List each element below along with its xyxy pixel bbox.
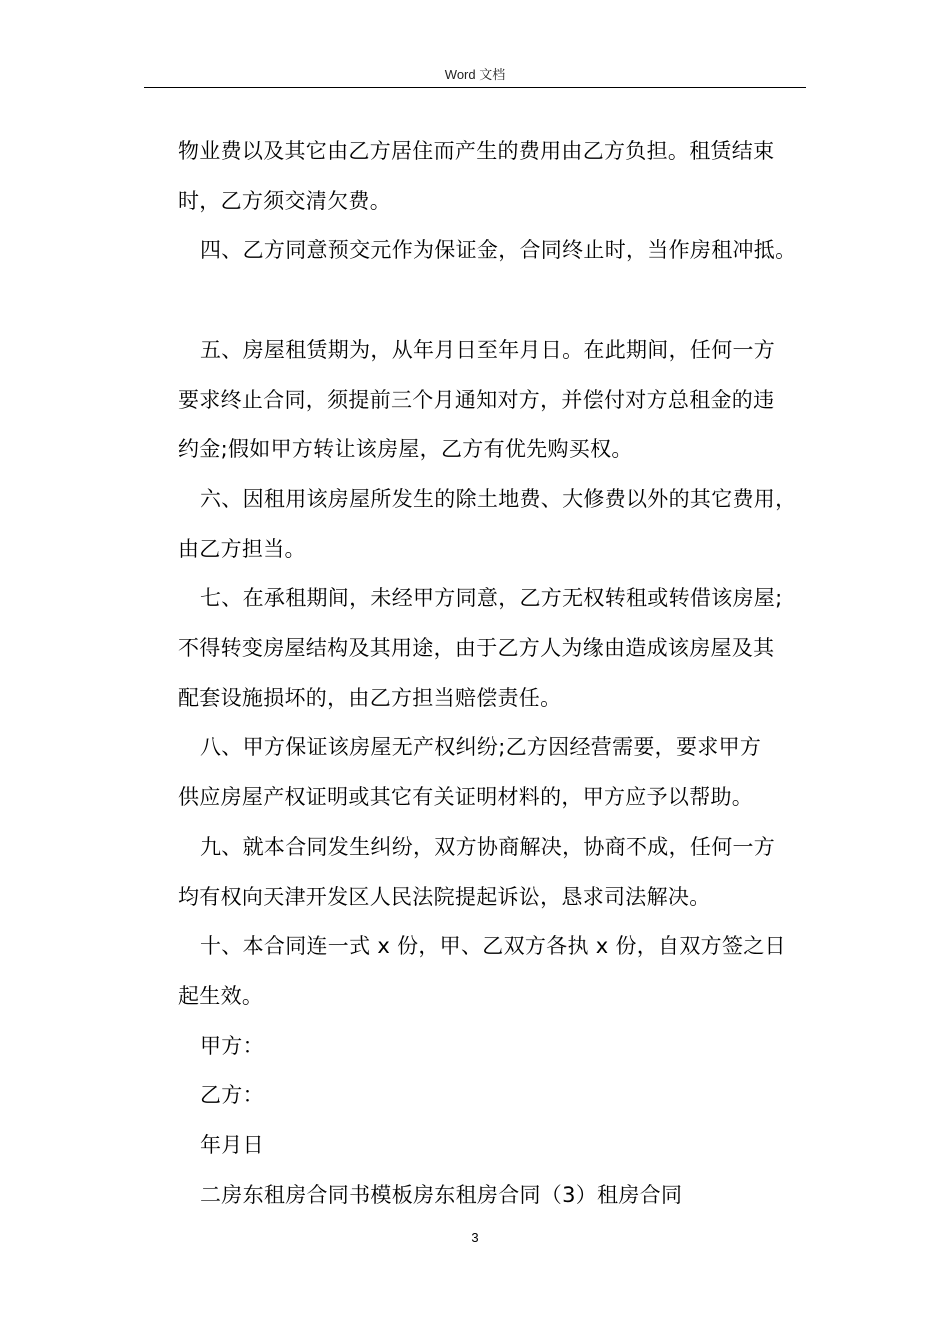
paragraph-clause-8 bbox=[178, 723, 818, 822]
text-line: 九、就本合同发生纠纷，双方协商解决，协商不成，任何一方 bbox=[200, 834, 776, 859]
text-line: 十、本合同连一式 x 份，甲、乙双方各执 x 份，自双方签之日 bbox=[200, 934, 786, 959]
text-line: 二房东租房合同书模板房东租房合同（3）租房合同 bbox=[200, 1182, 683, 1207]
paragraph-clause-10 bbox=[178, 922, 818, 1021]
page-header-title: Word 文档 bbox=[444, 67, 506, 82]
document-body bbox=[178, 127, 818, 1220]
text-line: 乙方： bbox=[200, 1083, 264, 1108]
page-number: 3 bbox=[471, 1230, 479, 1245]
text-line: 不得转变房屋结构及其用途，由于乙方人为缘由造成该房屋及其 bbox=[178, 636, 775, 661]
text-line: 约金;假如甲方转让该房屋，乙方有优先购买权。 bbox=[178, 437, 633, 462]
paragraph-fees bbox=[178, 127, 818, 226]
text-line: 八、甲方保证该房屋无产权纠纷;乙方因经营需要，要求甲方 bbox=[200, 735, 762, 760]
text-line: 均有权向天津开发区人民法院提起诉讼，恳求司法解决。 bbox=[178, 884, 711, 909]
text-line: 四、乙方同意预交元作为保证金，合同终止时，当作房租冲抵。 bbox=[200, 238, 797, 263]
text-line: 七、在承租期间，未经甲方同意，乙方无权转租或转借该房屋; bbox=[200, 586, 783, 611]
blank-line bbox=[178, 276, 818, 326]
signature-date bbox=[178, 1121, 818, 1171]
text-line: 供应房屋产权证明或其它有关证明材料的，甲方应予以帮助。 bbox=[178, 785, 754, 810]
text-line: 物业费以及其它由乙方居住而产生的费用由乙方负担。租赁结束 bbox=[178, 139, 775, 163]
text-line: 起生效。 bbox=[178, 983, 264, 1008]
paragraph-clause-4 bbox=[178, 226, 818, 276]
paragraph-clause-9 bbox=[178, 823, 818, 922]
text-line: 六、因租用该房屋所发生的除土地费、大修费以外的其它费用， bbox=[200, 486, 797, 511]
text-line: 时，乙方须交清欠费。 bbox=[178, 188, 391, 213]
text-line: 年月日 bbox=[200, 1133, 264, 1158]
text-line: 由乙方担当。 bbox=[178, 536, 306, 561]
signature-party-a bbox=[178, 1022, 818, 1072]
text-line: 五、房屋租赁期为，从年月日至年月日。在此期间，任何一方 bbox=[200, 337, 776, 362]
signature-party-b bbox=[178, 1071, 818, 1121]
paragraph-clause-5 bbox=[178, 326, 818, 475]
text-line: 配套设施损坏的，由乙方担当赔偿责任。 bbox=[178, 685, 562, 710]
text-line: 甲方： bbox=[200, 1033, 264, 1058]
paragraph-clause-7 bbox=[178, 574, 818, 723]
text-line: 要求终止合同，须提前三个月通知对方，并偿付对方总租金的违 bbox=[178, 387, 775, 412]
paragraph-clause-6 bbox=[178, 475, 818, 574]
header-divider bbox=[144, 87, 806, 88]
next-section-title bbox=[178, 1171, 818, 1221]
